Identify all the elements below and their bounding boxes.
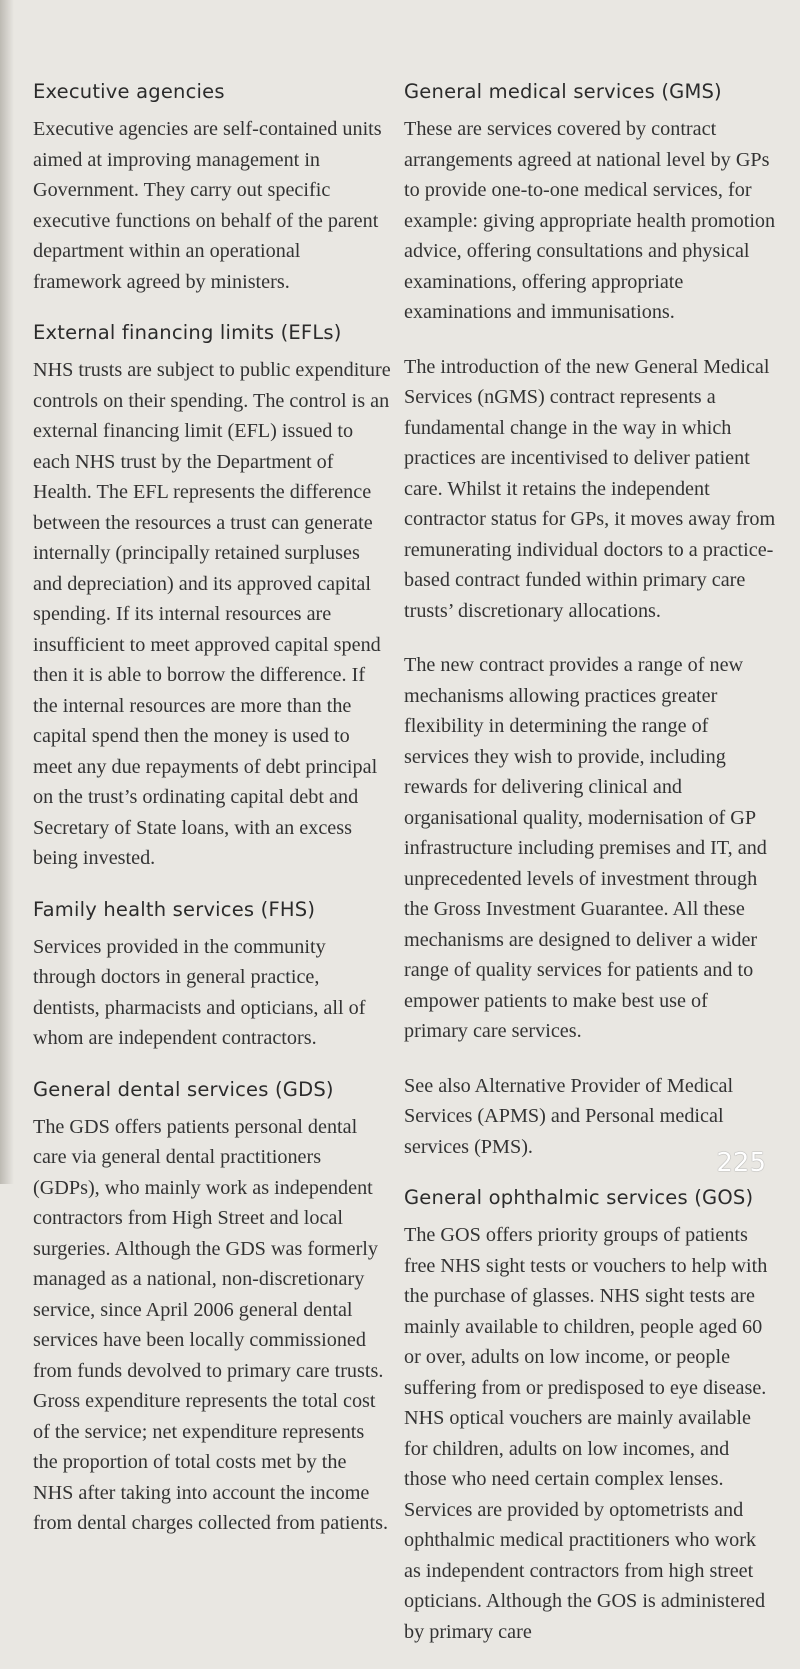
right-column bbox=[404, 78, 776, 1669]
section-heading: General dental services (GDS) bbox=[33, 1077, 334, 1101]
section-heading: Family health services (FHS) bbox=[33, 897, 316, 921]
section-external-financing-limits bbox=[33, 319, 391, 874]
section-paragraph: See also Alternative Provider of Medical Services (APMS) and Personal medical services (PMS). bbox=[404, 1074, 734, 1158]
page-edge-shadow bbox=[0, 0, 14, 1184]
section-general-dental-services bbox=[33, 1076, 391, 1539]
section-paragraph: The introduction of the new General Medical Services (nGMS) contract represents a fundamental change in the way in which practices are incentivised to deliver patient care. Whilst it retains the independent contractor status for GPs, it moves away from remunerating individual doctors to a practice-based contract funded within primary care trusts’ discretionary allocations. bbox=[404, 355, 776, 622]
section-heading: General ophthalmic services (GOS) bbox=[404, 1186, 754, 1209]
section-paragraph: The GDS offers patients personal dental care via general dental practitioners (GDPs), who mainly work as independent contractors from High Street and local surgeries. Although the GDS was formerly managed as a national, non-discretionary service, since April 2006 general dental services have been locally commissioned from funds devolved to primary care trusts. Gross expenditure represents the total cost of the service; net expenditure represents the proportion of total costs met by the NHS after taking into account the income from dental charges collected from patients. bbox=[33, 1115, 389, 1534]
section-general-medical-services bbox=[404, 78, 776, 1162]
section-paragraph: Executive agencies are self-contained units aimed at improving management in Government. They carry out specific executive functions on behalf of the parent department within an operational framework agreed by ministers. bbox=[33, 118, 382, 293]
section-paragraph: These are services covered by contract arrangements agreed at national level by GPs to provide one-to-one medical services, for example: giving appropriate health promotion advice, offering consultations and physical examinations, offering appropriate examinations and immunisations. bbox=[404, 118, 776, 323]
section-heading: Executive agencies bbox=[33, 80, 225, 103]
section-heading: External financing limits (EFLs) bbox=[33, 321, 342, 344]
section-general-ophthalmic-services bbox=[404, 1184, 776, 1647]
section-family-health-services bbox=[33, 896, 391, 1054]
section-heading: General medical services (GMS) bbox=[404, 80, 722, 103]
section-executive-agencies bbox=[33, 78, 391, 297]
left-column bbox=[33, 78, 391, 1561]
section-paragraph: Services provided in the community through doctors in general practice, dentists, pharmacists and opticians, all of whom are independent contractors. bbox=[33, 935, 366, 1049]
section-paragraph: NHS trusts are subject to public expenditure controls on their spending. The control is an external financing limit (EFL) issued to each NHS trust by the Department of Health. The EFL represents the difference between the resources a trust can generate internally (principally retained surpluses and depreciation) and its approved capital spending. If its internal resources are insufficient to meet approved capital spend then it is able to borrow the difference. If the internal resources are more than the capital spend then the money is used to meet any due repayments of debt principal on the trust’s ordinating capital debt and Secretary of State loans, with an excess being invested. bbox=[33, 359, 391, 869]
page-number: 225 bbox=[716, 1148, 766, 1178]
section-paragraph: The new contract provides a range of new mechanisms allowing practices greater flexibility in determining the range of services they wish to provide, including rewards for delivering clinical and organisational quality, modernisation of GP infrastructure including premises and IT, and unprecedented levels of investment through the Gross Investment Guarantee. All these mechanisms are designed to deliver a wider range of quality services for patients and to empower patients to make best use of primary care services. bbox=[404, 654, 767, 1042]
section-paragraph: The GOS offers priority groups of patients free NHS sight tests or vouchers to help with the purchase of glasses. NHS sight tests are mainly available to children, people aged 60 or over, adults on low income, or people suffering from or predisposed to eye disease. NHS optical vouchers are mainly available for children, adults on low incomes, and those who need certain complex lenses. Services are provided by optometrists and ophthalmic medical practitioners who work as independent contractors from high street opticians. Although the GOS is administered by primary care bbox=[404, 1224, 768, 1643]
